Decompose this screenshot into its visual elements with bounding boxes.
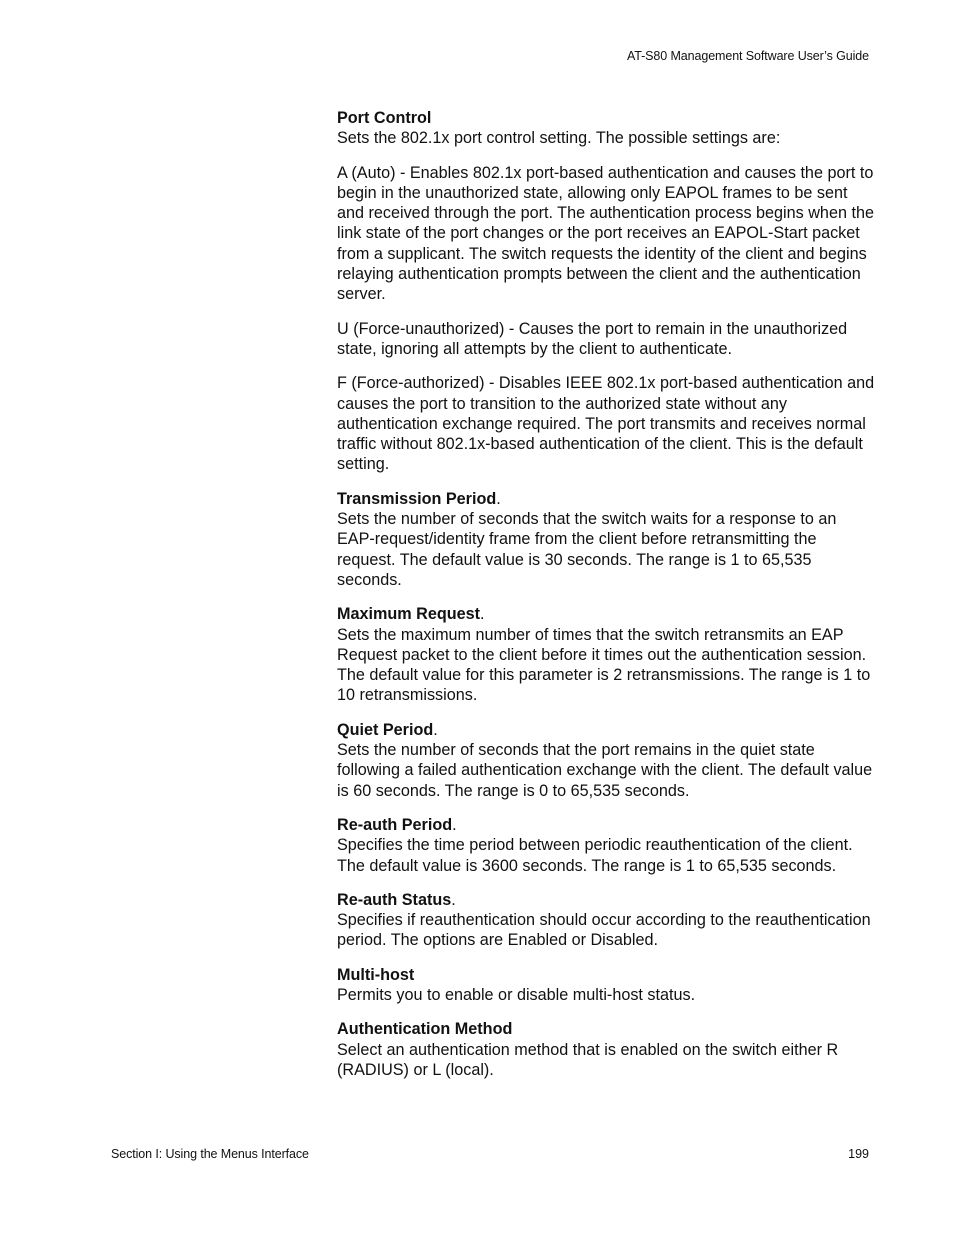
item-paragraph: Permits you to enable or disable multi-host status. bbox=[337, 985, 696, 1004]
item-paragraph: Sets the 802.1x port control setting. The possible settings are: bbox=[337, 129, 781, 148]
item-title: Transmission Period. bbox=[337, 489, 501, 508]
item-authentication-method bbox=[337, 1019, 877, 1080]
item-reauth-status bbox=[337, 890, 877, 951]
item-title: Quiet Period. bbox=[337, 720, 438, 739]
item-paragraph: Sets the maximum number of times that the switch retransmits an EAP Request packet to the client before it times out the authentication session. The default value for this parameter is 2 retransmissions. The range is 1 to 10 retransmissions. bbox=[337, 625, 871, 705]
item-title: Maximum Request. bbox=[337, 605, 485, 624]
item-maximum-request bbox=[337, 604, 877, 705]
footer-section-title: Section I: Using the Menus Interface bbox=[111, 1147, 309, 1161]
item-quiet-period bbox=[337, 720, 877, 801]
item-title: Multi-host bbox=[337, 965, 415, 984]
running-header: AT-S80 Management Software User’s Guide bbox=[626, 49, 869, 63]
item-paragraph: Sets the number of seconds that the switch waits for a response to an EAP-request/identity frame from the client before retransmitting the request. The default value is 30 seconds. The range is 1 to 65,535 seconds. bbox=[337, 510, 837, 589]
item-paragraph: Sets the number of seconds that the port remains in the quiet state following a failed authentication exchange with the client. The default value is 60 seconds. The range is 0 to 65,535 seconds. bbox=[337, 741, 873, 800]
item-paragraph: A (Auto) - Enables 802.1x port-based authentication and causes the port to begin in the unauthorized state, allowing only EAPOL frames to be sent and received through the port. The authentication process begins when the link state of the port changes or the port receives an EAPOL-Start packet from a supplicant. The switch requests the identity of the client and begins relaying authentication prompts between the client and the authentication server. bbox=[337, 163, 874, 304]
item-reauth-period bbox=[337, 815, 877, 876]
document-body bbox=[337, 108, 877, 1094]
item-paragraph: Select an authentication method that is enabled on the switch either R (RADIUS) or L (local). bbox=[337, 1040, 839, 1079]
item-title: Port Control bbox=[337, 109, 432, 127]
item-title: Re-auth Period. bbox=[337, 815, 457, 834]
item-port-control bbox=[337, 108, 877, 475]
item-title: Re-auth Status. bbox=[337, 890, 456, 909]
item-multi-host bbox=[337, 965, 877, 1006]
item-title: Authentication Method bbox=[337, 1020, 513, 1039]
item-paragraph: U (Force-unauthorized) - Causes the port to remain in the unauthorized state, ignoring all attempts by the client to authenticate. bbox=[337, 319, 848, 358]
item-paragraph: Specifies the time period between periodic reauthentication of the client. The default value is 3600 seconds. The range is 1 to 65,535 seconds. bbox=[337, 836, 853, 875]
item-paragraph: F (Force-authorized) - Disables IEEE 802.1x port-based authentication and causes the port to transition to the authorized state without any authentication exchange required. The port transmits and receives normal traffic without 802.1x-based authentication of the client. This is the default setting. bbox=[337, 374, 875, 474]
item-transmission-period bbox=[337, 489, 877, 590]
item-paragraph: Specifies if reauthentication should occur according to the reauthentication period. The options are Enabled or Disabled. bbox=[337, 911, 871, 950]
page-number: 199 bbox=[848, 1147, 869, 1161]
